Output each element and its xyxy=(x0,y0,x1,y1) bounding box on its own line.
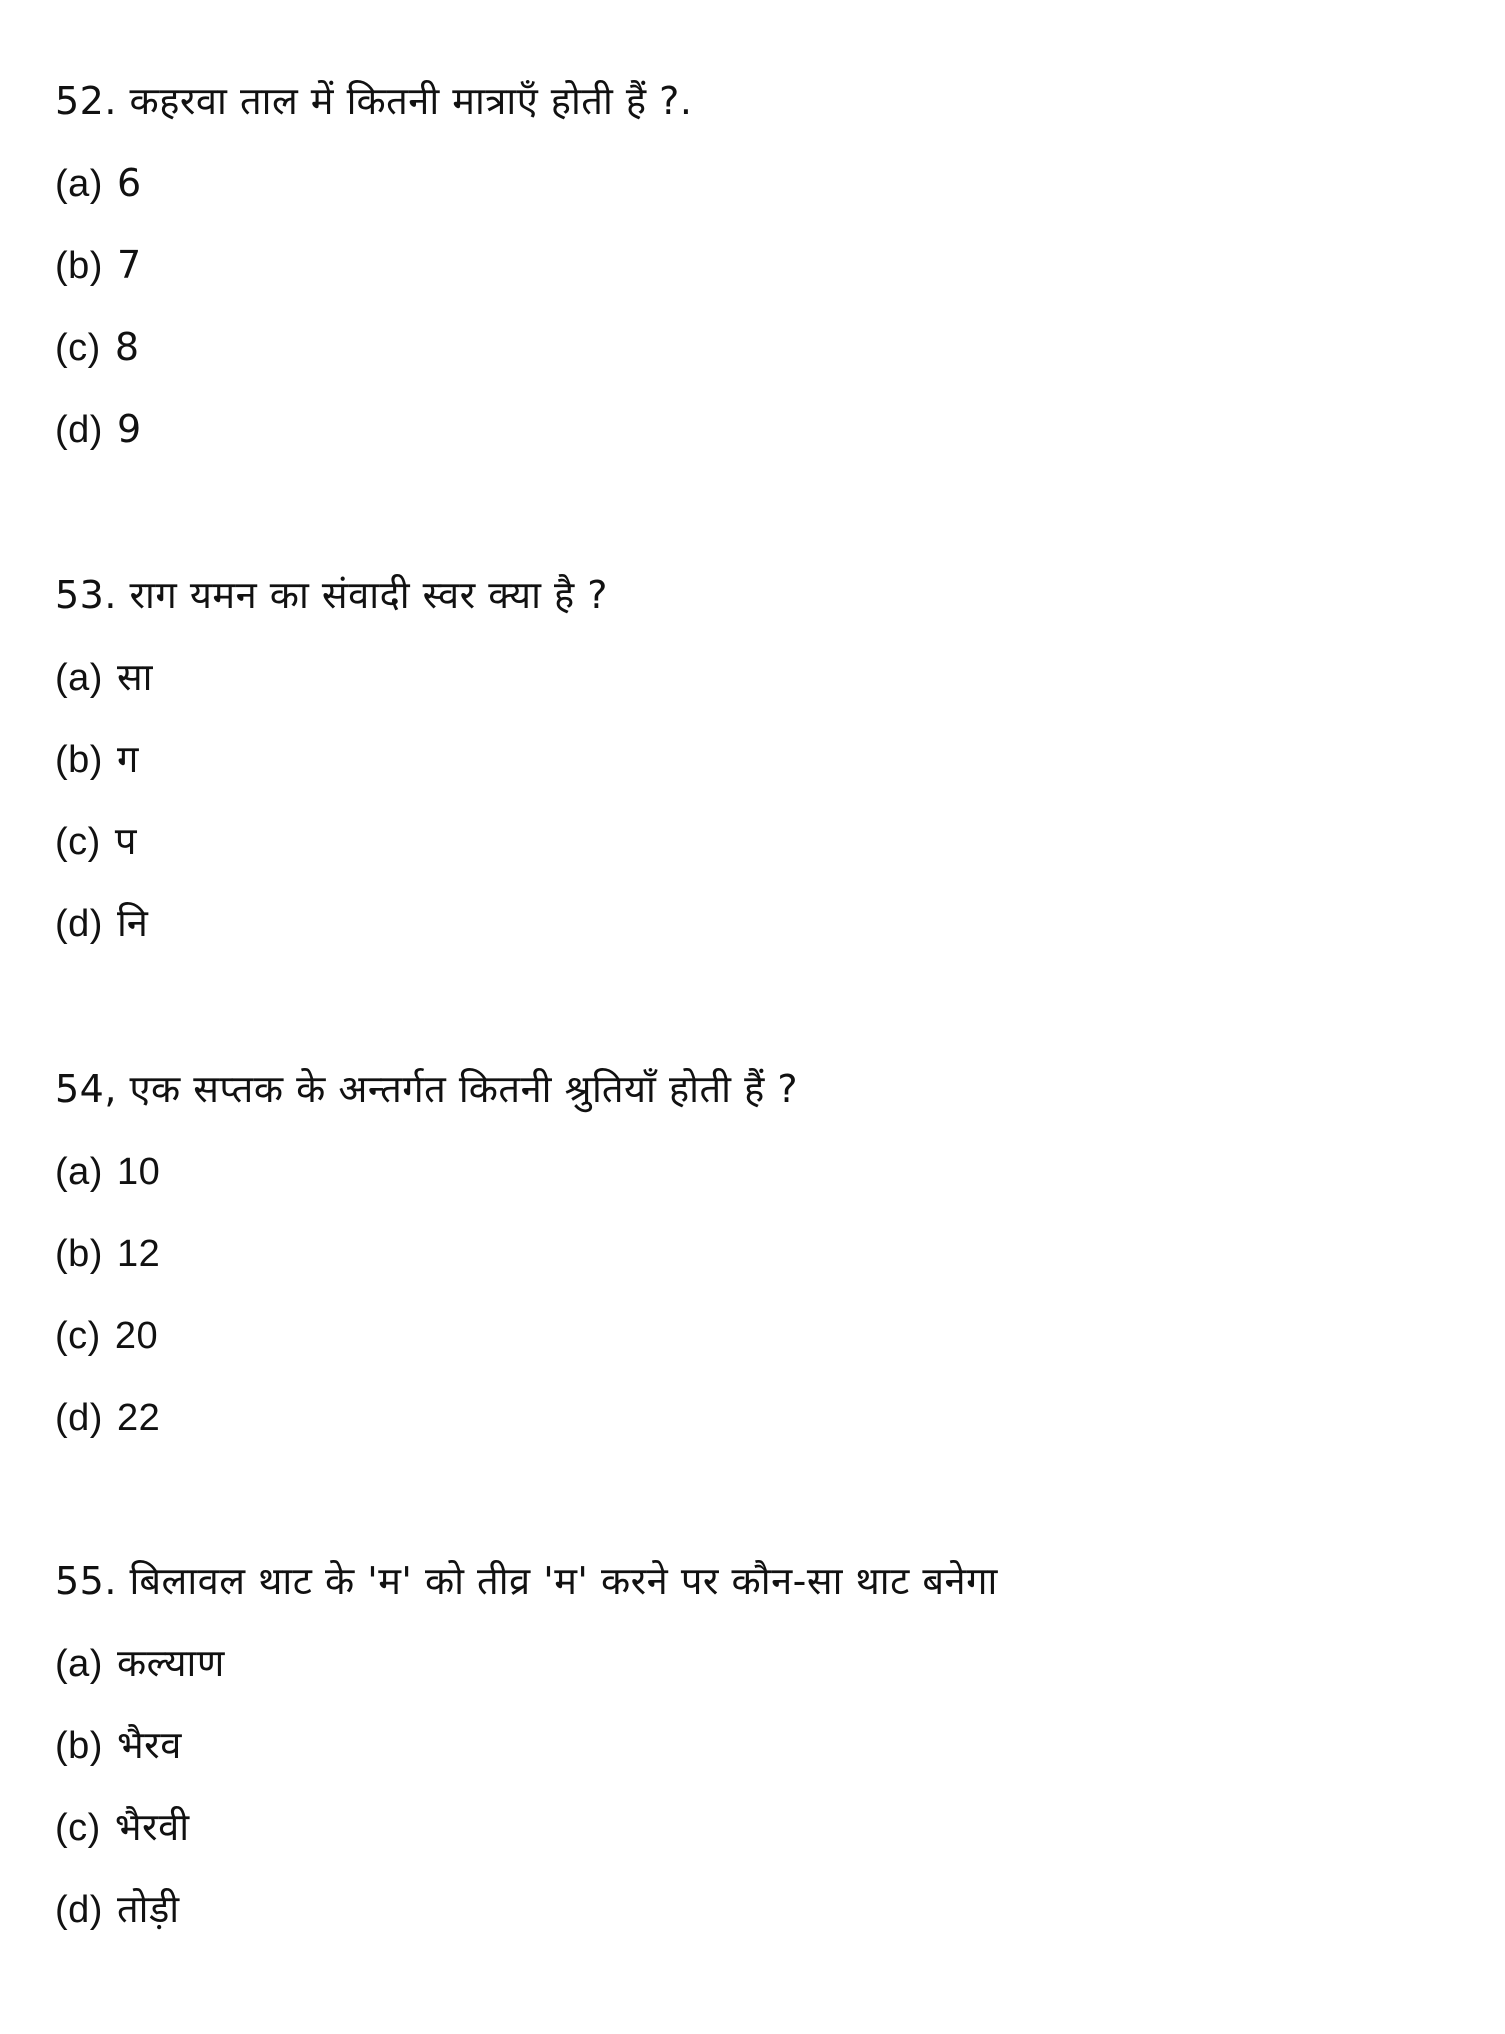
option-value: भैरवी xyxy=(114,1805,190,1849)
question-55-text: 55. बिलावल थाट के 'म' को तीव्र 'म' करने पर कौन-सा थाट बनेगा xyxy=(55,1559,998,1603)
question-52-option-b xyxy=(55,240,142,291)
question-54-option-c xyxy=(55,1310,158,1361)
question-53-text: 53. राग यमन का संवादी स्वर क्या है ? xyxy=(55,573,608,617)
option-label: (b) xyxy=(55,245,103,287)
option-value: 12 xyxy=(116,1233,161,1275)
question-54-option-a xyxy=(55,1146,160,1197)
question-52-option-d xyxy=(55,404,142,455)
option-label: (c) xyxy=(55,1315,101,1357)
option-value: 6 xyxy=(116,161,142,205)
question-54-option-d xyxy=(55,1392,160,1443)
option-label: (c) xyxy=(55,327,101,369)
option-value: कल्याण xyxy=(116,1641,225,1685)
option-value: तोड़ी xyxy=(116,1887,180,1931)
option-label: (d) xyxy=(55,1889,103,1931)
option-value: 7 xyxy=(116,243,142,287)
option-value: 10 xyxy=(116,1151,161,1193)
option-label: (c) xyxy=(55,1807,101,1849)
option-value: 8 xyxy=(114,325,140,369)
option-value: भैरव xyxy=(116,1723,182,1767)
option-value: ग xyxy=(116,737,139,781)
option-label: (a) xyxy=(55,1151,103,1193)
option-label: (d) xyxy=(55,1397,103,1439)
option-value: प xyxy=(114,819,137,863)
option-label: (a) xyxy=(55,1643,103,1685)
question-52-text: 52. कहरवा ताल में कितनी मात्राएँ होती हैं ?. xyxy=(55,79,693,123)
option-value: 22 xyxy=(116,1397,161,1439)
option-label: (a) xyxy=(55,163,103,205)
option-label: (b) xyxy=(55,1725,103,1767)
question-53-option-a xyxy=(55,652,153,703)
question-55-option-c xyxy=(55,1802,190,1853)
option-label: (b) xyxy=(55,1233,103,1275)
question-53-option-b xyxy=(55,734,139,785)
option-label: (d) xyxy=(55,903,103,945)
question-55-option-b xyxy=(55,1720,182,1771)
option-value: 9 xyxy=(116,407,142,451)
option-label: (b) xyxy=(55,739,103,781)
question-54-option-b xyxy=(55,1228,160,1279)
question-55-option-d xyxy=(55,1884,180,1935)
option-value: सा xyxy=(116,655,153,699)
question-53-option-d xyxy=(55,898,148,949)
question-55-option-a xyxy=(55,1638,225,1689)
option-label: (c) xyxy=(55,821,101,863)
option-label: (a) xyxy=(55,657,103,699)
option-value: 20 xyxy=(114,1315,159,1357)
option-value: नि xyxy=(116,901,149,945)
question-52-option-a xyxy=(55,158,142,209)
question-54-text: 54, एक सप्तक के अन्तर्गत कितनी श्रुतियाँ होती हैं ? xyxy=(55,1067,798,1111)
option-label: (d) xyxy=(55,409,103,451)
question-52-option-c xyxy=(55,322,140,373)
question-53-option-c xyxy=(55,816,137,867)
